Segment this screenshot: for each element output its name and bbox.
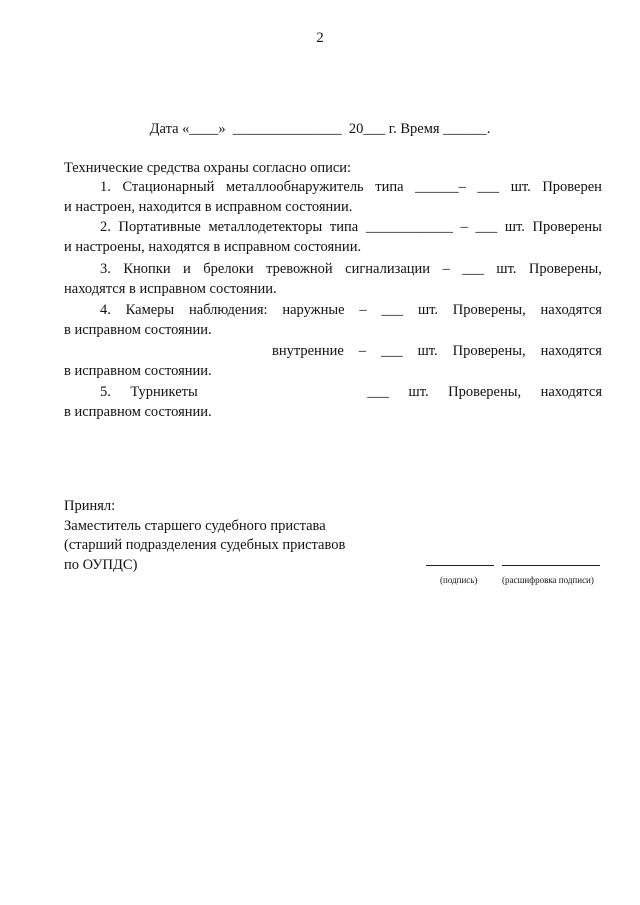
word: находятся xyxy=(540,343,602,359)
word: Проверены xyxy=(532,219,602,235)
list-item-continuation: и настроены, находятся в исправном состоянии. xyxy=(64,238,362,255)
word: Портативные xyxy=(118,219,201,235)
accepted-position-line: по ОУПДС) xyxy=(64,556,138,573)
word: Проверены, xyxy=(452,302,526,318)
word: шт. xyxy=(496,261,517,277)
list-item-first-line xyxy=(64,342,602,362)
accepted-position-line: Заместитель старшего судебного пристава xyxy=(64,517,326,534)
word: находятся xyxy=(540,384,602,400)
word: брелоки xyxy=(203,261,254,277)
word: шт. xyxy=(417,302,438,318)
word: ___ xyxy=(462,261,484,277)
word: 1. xyxy=(100,179,111,195)
word: 2. xyxy=(100,219,111,235)
list-item-continuation: в исправном состоянии. xyxy=(64,362,212,379)
word: 4. xyxy=(100,302,111,318)
word: Стационарный xyxy=(122,179,215,195)
word: шт. xyxy=(408,384,429,400)
word: – xyxy=(442,261,450,277)
list-item-first-line xyxy=(64,260,602,280)
word: Проверен xyxy=(542,179,602,195)
word: типа xyxy=(375,179,404,195)
word: Кнопки xyxy=(123,261,171,277)
page-number: 2 xyxy=(316,30,324,46)
list-item-first-line xyxy=(64,383,602,403)
list-item-continuation: в исправном состоянии. xyxy=(64,321,212,338)
signature-decoding-line xyxy=(502,565,600,566)
list-item-continuation: находятся в исправном состоянии. xyxy=(64,280,277,297)
word: тревожной xyxy=(266,261,333,277)
word: ___ xyxy=(367,384,390,400)
word: Проверены, xyxy=(452,343,526,359)
list-item xyxy=(64,260,602,299)
list-item xyxy=(64,342,602,381)
list-item-first-line xyxy=(64,301,602,321)
list-item xyxy=(64,301,602,340)
word: наблюдения: xyxy=(188,302,268,318)
signature-caption: (подпись) xyxy=(440,575,478,585)
list-item xyxy=(64,218,602,257)
word: шт. xyxy=(504,219,525,235)
word: типа xyxy=(329,219,359,235)
word: металлообнаружитель xyxy=(225,179,364,195)
word: – xyxy=(460,219,468,235)
signature-line xyxy=(426,565,494,566)
word: – xyxy=(358,343,366,359)
word: ___ xyxy=(380,343,403,359)
date-time-line: Дата «____» _______________ 20___ г. Время ______. xyxy=(149,121,491,137)
accepted-position-line: (старший подразделения судебных приставов xyxy=(64,537,346,553)
list-item-continuation: в исправном состоянии. xyxy=(64,403,212,420)
word: Проверены, xyxy=(528,261,602,277)
word: и xyxy=(183,261,191,277)
word: шт. xyxy=(510,179,531,195)
list-item-first-line xyxy=(64,218,602,238)
word: Проверены, xyxy=(448,384,522,400)
word: – xyxy=(359,302,367,318)
word: ____________ xyxy=(365,219,453,235)
word: 5. xyxy=(100,384,111,400)
word: ___ xyxy=(381,302,404,318)
list-item-first-line xyxy=(64,178,602,198)
list-item xyxy=(64,383,602,422)
accepted-label: Принял: xyxy=(64,498,116,514)
accepted-block xyxy=(64,497,424,575)
word: Турникеты xyxy=(130,384,198,400)
list-item-continuation: и настроен, находится в исправном состоянии. xyxy=(64,198,353,215)
word: наружные xyxy=(282,302,345,318)
word: ___ xyxy=(477,179,500,195)
word: Камеры xyxy=(125,302,175,318)
word: ______– xyxy=(415,179,466,195)
word: 3. xyxy=(100,261,111,277)
word: шт. xyxy=(417,343,438,359)
list-item xyxy=(64,178,602,217)
signature-decoding-caption: (расшифровка подписи) xyxy=(502,575,594,585)
equipment-heading: Технические средства охраны согласно описи: xyxy=(64,160,352,176)
word: внутренние xyxy=(272,343,344,359)
word: металлодетекторы xyxy=(208,219,323,235)
word: ___ xyxy=(475,219,498,235)
word: сигнализации xyxy=(345,261,431,277)
word: находятся xyxy=(540,302,602,318)
